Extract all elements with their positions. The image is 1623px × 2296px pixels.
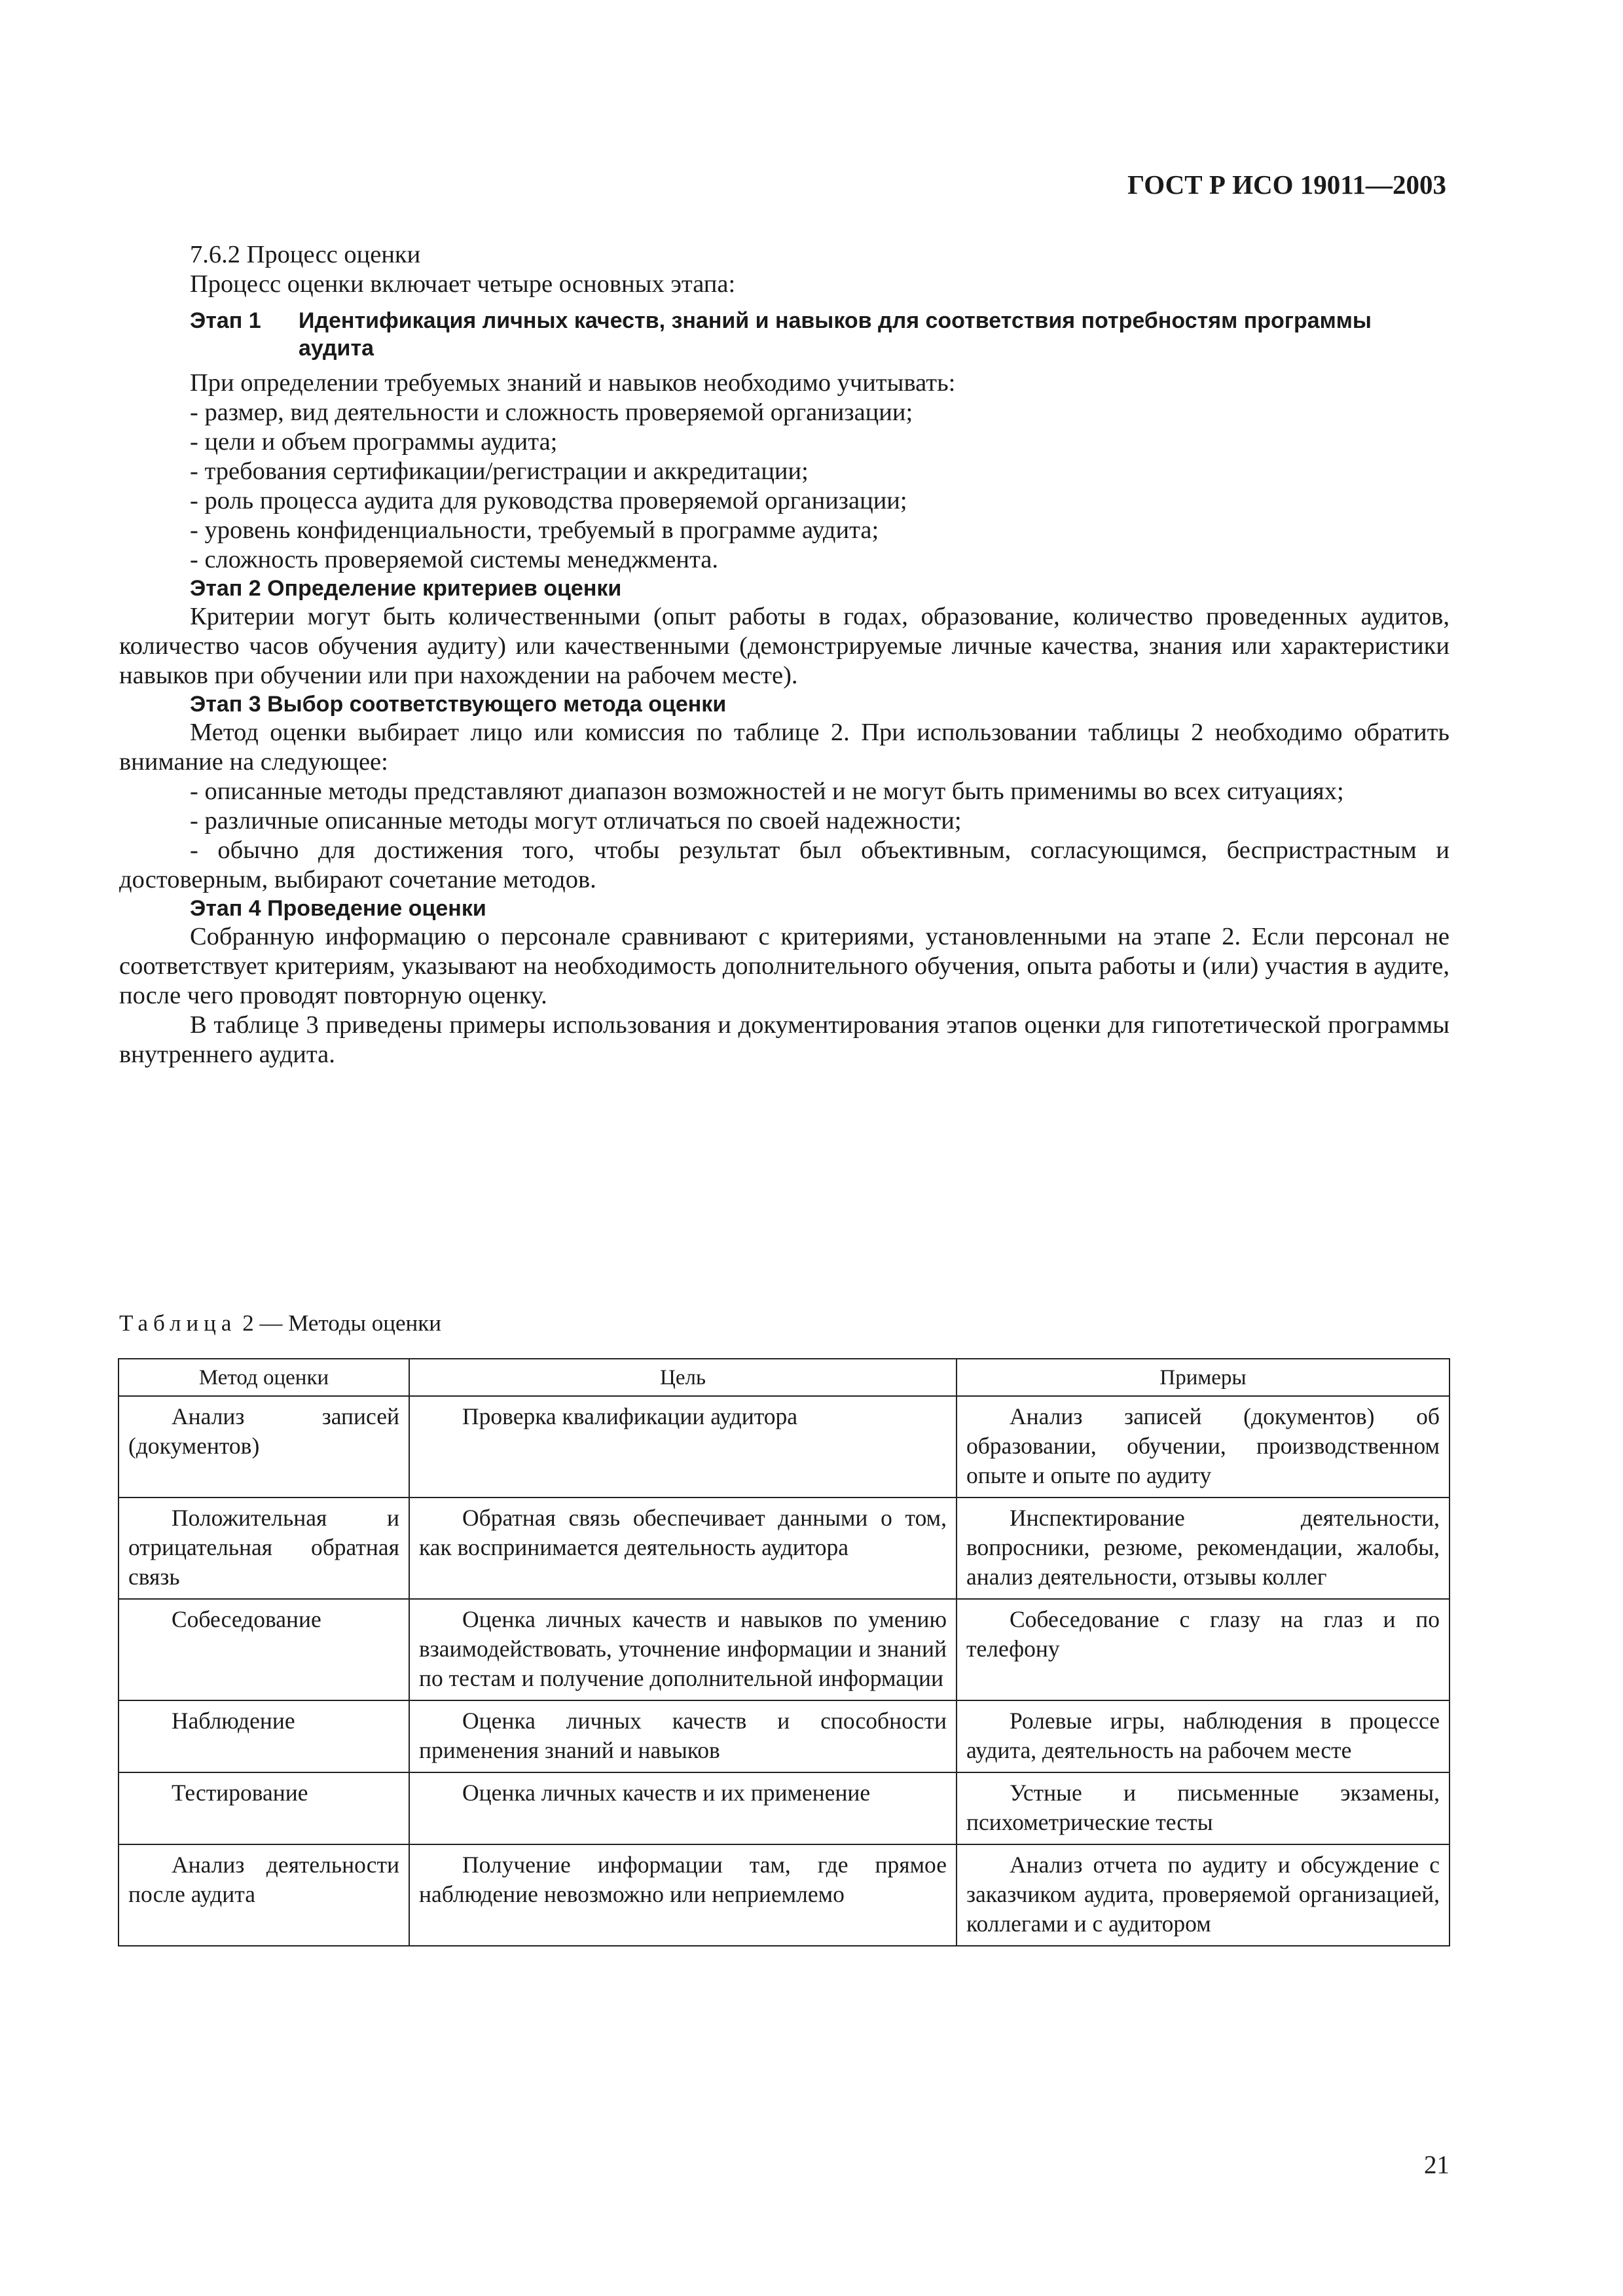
section-intro: Процесс оценки включает четыре основных этапа: <box>190 270 736 298</box>
stage3-item: - различные описанные методы могут отличаться по своей надежности; <box>190 807 962 834</box>
table-cell <box>957 1396 1450 1498</box>
cell-text: Проверка квалификации аудитора <box>462 1403 798 1429</box>
table-cell <box>957 1700 1450 1772</box>
cell-text: Собеседование с глазу на глаз и по телефону <box>966 1606 1440 1662</box>
stage1-item: - требования сертификации/регистрации и аккредитации; <box>190 457 809 485</box>
cell-text: Оценка личных качеств и навыков по умению взаимодействовать, уточнение информации и знаний по тестам и получение дополнительной информации <box>419 1606 947 1691</box>
cell-text: Оценка личных качеств и способности применения знаний и навыков <box>419 1708 947 1763</box>
stage1-lead: При определении требуемых знаний и навыков необходимо учитывать: <box>190 369 956 397</box>
stage2-heading: Этап 2 Определение критериев оценки <box>190 576 622 601</box>
stage2-text: Критерии могут быть количественными (опыт работы в годах, образование, количество проведенных аудитов, количество часов обучения аудиту) или качественными (демонстрируемые личные качества, знания или характеристики навыков при обучении или при нахождении на рабочем месте). <box>119 603 1450 689</box>
stage4-text: В таблице 3 приведены примеры использования и документирования этапов оценки для гипотетической программы внутреннего аудита. <box>119 1011 1450 1068</box>
cell-text: Собеседование <box>172 1606 321 1632</box>
cell-text: Анализ записей (документов) <box>128 1403 399 1459</box>
table-cell <box>957 1599 1450 1700</box>
stage1-title: Идентификация личных качеств, знаний и навыков для соответствия потребностям программы аудита <box>299 308 1372 361</box>
standard-header: ГОСТ Р ИСО 19011—2003 <box>1127 170 1446 200</box>
table-cell <box>409 1844 957 1946</box>
table-cell <box>957 1844 1450 1946</box>
cell-text: Положительная и отрицательная обратная связь <box>128 1505 399 1590</box>
table-cell <box>957 1498 1450 1599</box>
cell-text: Устные и письменные экзамены, психометрические тесты <box>966 1780 1440 1835</box>
table-row <box>119 1772 1450 1844</box>
column-header: Метод оценки <box>119 1359 409 1396</box>
column-header: Примеры <box>957 1359 1450 1396</box>
stage1-item: - роль процесса аудита для руководства проверяемой организации; <box>190 487 907 514</box>
table-cell <box>119 1396 409 1498</box>
table-caption-title: 2 — Методы оценки <box>236 1310 442 1336</box>
cell-text: Получение информации там, где прямое наблюдение невозможно или неприемлемо <box>419 1852 947 1907</box>
table-row <box>119 1700 1450 1772</box>
stage1-item: - уровень конфиденциальности, требуемый в программе аудита; <box>190 516 879 544</box>
table-cell <box>119 1599 409 1700</box>
stage1-item: - цели и объем программы аудита; <box>190 428 558 456</box>
cell-text: Анализ деятельности после аудита <box>128 1852 399 1907</box>
methods-table <box>118 1358 1450 1946</box>
stage3-text: Метод оценки выбирает лицо или комиссия по таблице 2. При использовании таблицы 2 необходимо обратить внимание на следующее: <box>119 719 1450 776</box>
stage1-heading <box>119 307 1450 362</box>
cell-text: Тестирование <box>172 1780 308 1806</box>
table-row <box>119 1396 1450 1498</box>
stage4-heading: Этап 4 Проведение оценки <box>190 896 486 921</box>
table-cell <box>409 1498 957 1599</box>
table-caption-label: Таблица <box>119 1310 237 1336</box>
stage3-item: - описанные методы представляют диапазон возможностей и не могут быть применимы во всех ситуациях; <box>190 778 1344 805</box>
cell-text: Инспектирование деятельности, вопросники, резюме, рекомендации, жалобы, анализ деятельности, отзывы коллег <box>966 1505 1440 1590</box>
table-cell <box>119 1844 409 1946</box>
table-cell <box>119 1700 409 1772</box>
table-row <box>119 1599 1450 1700</box>
table-row <box>119 1844 1450 1946</box>
cell-text: Оценка личных качеств и их применение <box>462 1780 871 1806</box>
cell-text: Обратная связь обеспечивает данными о том, как воспринимается деятельность аудитора <box>419 1505 947 1560</box>
table-cell <box>409 1772 957 1844</box>
section-title: 7.6.2 Процесс оценки <box>190 241 421 268</box>
page-number: 21 <box>1424 2151 1450 2179</box>
table-cell <box>409 1396 957 1498</box>
stage1-label: Этап 1 <box>190 308 261 333</box>
column-header: Цель <box>409 1359 957 1396</box>
cell-text: Анализ записей (документов) об образовании, обучении, производственном опыте и опыте по аудиту <box>966 1403 1440 1488</box>
stage3-item: - обычно для достижения того, чтобы результат был объективным, согласующимся, беспристрастным и достоверным, выбирают сочетание методов. <box>119 836 1450 893</box>
cell-text: Анализ отчета по аудиту и обсуждение с заказчиком аудита, проверяемой организацией, коллегами и с аудитором <box>966 1852 1440 1937</box>
table-row <box>119 1498 1450 1599</box>
table-cell <box>119 1772 409 1844</box>
stage4-text: Собранную информацию о персонале сравнивают с критериями, установленными на этапе 2. Если персонал не соответствует критериям, указывают на необходимость дополнительного обучения, опыта работы и (или) участия в аудите, после чего проводят повторную оценку. <box>119 923 1450 1009</box>
cell-text: Наблюдение <box>172 1708 295 1734</box>
table-cell <box>957 1772 1450 1844</box>
table-caption <box>119 1309 441 1338</box>
stage1-item: - сложность проверяемой системы менеджмента. <box>190 546 719 573</box>
table-cell <box>409 1599 957 1700</box>
table-header-row <box>119 1359 1450 1396</box>
table-cell <box>409 1700 957 1772</box>
stage1-item: - размер, вид деятельности и сложность проверяемой организации; <box>190 399 913 426</box>
stage3-heading: Этап 3 Выбор соответствующего метода оценки <box>190 692 727 717</box>
cell-text: Ролевые игры, наблюдения в процессе аудита, деятельность на рабочем месте <box>966 1708 1440 1763</box>
table-cell <box>119 1498 409 1599</box>
body-text <box>119 240 1450 1069</box>
